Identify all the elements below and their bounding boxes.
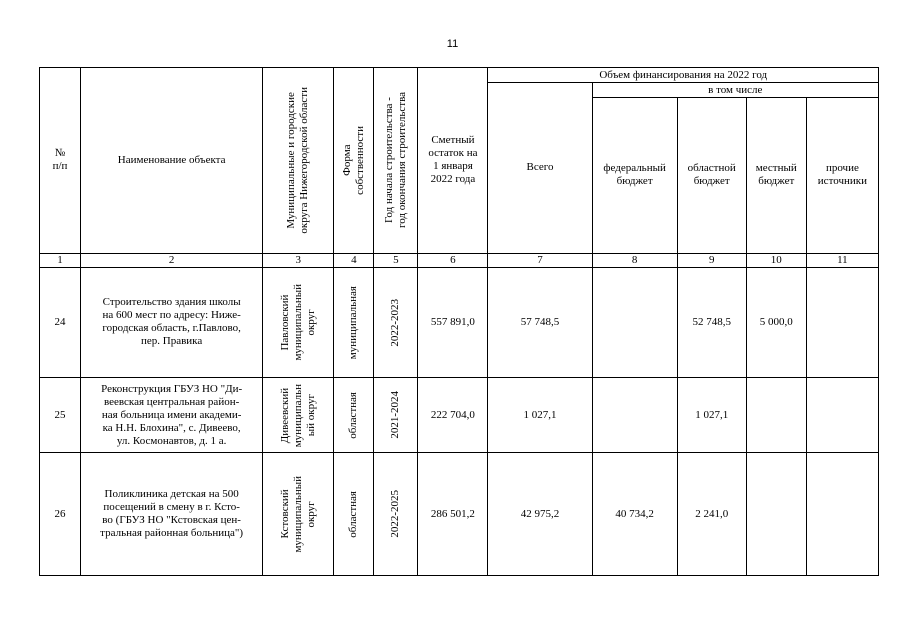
header-estimate: Сметный остаток на 1 января 2022 года <box>418 68 488 254</box>
column-number: 11 <box>806 253 878 267</box>
row-years: 2021-2024 <box>374 378 418 453</box>
table-row <box>40 267 879 377</box>
column-number: 3 <box>263 253 334 267</box>
row-federal <box>592 267 677 377</box>
row-total: 1 027,1 <box>488 378 592 453</box>
row-name: Реконструкция ГБУЗ НО "Ди- веевская центральная район- ная больница имени академи- ка Н.Н. Блохина", с. Дивеево, ул. Космонавтов, д. 1 а. <box>81 378 263 453</box>
page-number: 11 <box>446 38 459 50</box>
row-ownership: муниципальная <box>334 267 374 377</box>
column-number: 8 <box>592 253 677 267</box>
header-federal: федеральный бюджет <box>592 98 677 254</box>
header-ownership: Форма собственности <box>334 68 374 254</box>
column-number: 4 <box>334 253 374 267</box>
column-number: 7 <box>488 253 592 267</box>
row-other <box>806 453 878 576</box>
row-num: 25 <box>40 378 81 453</box>
column-numbers-row <box>40 253 879 267</box>
header-local: местный бюджет <box>746 98 806 254</box>
row-ownership: областная <box>334 378 374 453</box>
row-regional: 1 027,1 <box>677 378 746 453</box>
row-regional: 52 748,5 <box>677 267 746 377</box>
row-num: 24 <box>40 267 81 377</box>
header-including: в том числе <box>592 83 878 98</box>
column-number: 5 <box>374 253 418 267</box>
column-number: 6 <box>418 253 488 267</box>
column-number: 9 <box>677 253 746 267</box>
row-name: Строительство здания школы на 600 мест по адресу: Ниже- городская область, г.Павлово, пер. Правика <box>81 267 263 377</box>
row-estimate: 286 501,2 <box>418 453 488 576</box>
row-municipal: Павловский муниципальный округ <box>263 267 334 377</box>
row-other <box>806 267 878 377</box>
header-other: прочие источники <box>806 98 878 254</box>
table-row <box>40 453 879 576</box>
header-total: Всего <box>488 83 592 254</box>
header-num: № п/п <box>40 68 81 254</box>
row-federal: 40 734,2 <box>592 453 677 576</box>
row-estimate: 557 891,0 <box>418 267 488 377</box>
row-total: 57 748,5 <box>488 267 592 377</box>
header-regional: областной бюджет <box>677 98 746 254</box>
row-municipal: Дивеевский муниципальн ый округ <box>263 378 334 453</box>
row-name: Поликлиника детская на 500 посещений в смену в г. Ксто- во (ГБУЗ НО "Кстовская цен- тральная районная больница") <box>81 453 263 576</box>
row-years: 2022-2025 <box>374 453 418 576</box>
row-ownership: областная <box>334 453 374 576</box>
row-regional: 2 241,0 <box>677 453 746 576</box>
row-local <box>746 378 806 453</box>
header-name: Наименование объекта <box>81 68 263 254</box>
column-number: 1 <box>40 253 81 267</box>
row-municipal: Кстовский муниципальный округ <box>263 453 334 576</box>
row-estimate: 222 704,0 <box>418 378 488 453</box>
column-number: 10 <box>746 253 806 267</box>
row-years: 2022-2023 <box>374 267 418 377</box>
column-number: 2 <box>81 253 263 267</box>
row-federal <box>592 378 677 453</box>
header-funding-title: Объем финансирования на 2022 год <box>488 68 879 83</box>
row-other <box>806 378 878 453</box>
row-total: 42 975,2 <box>488 453 592 576</box>
financing-table <box>39 67 879 576</box>
row-local: 5 000,0 <box>746 267 806 377</box>
table-row <box>40 378 879 453</box>
header-years: Год начала строительства - год окончания строительства <box>374 68 418 254</box>
row-num: 26 <box>40 453 81 576</box>
row-local <box>746 453 806 576</box>
header-municipal: Муниципальные и городские округа Нижегородской области <box>263 68 334 254</box>
